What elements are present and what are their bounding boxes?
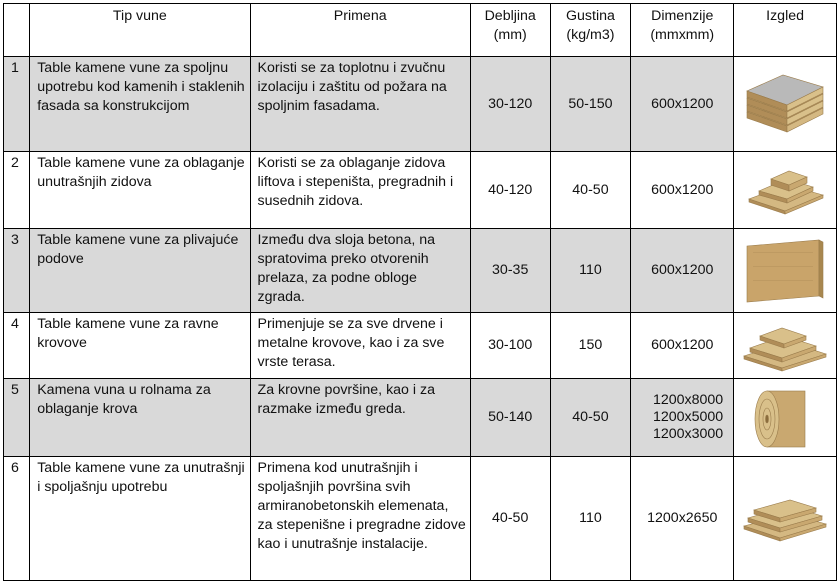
header-dimenzije-unit: (mmxmm)	[650, 27, 715, 43]
row-izgled	[734, 229, 837, 313]
row-debljina: 30-35	[470, 229, 550, 313]
row-tip: Table kamene vune za ravne krovove	[30, 313, 250, 379]
table-row	[4, 379, 837, 457]
row-izgled	[734, 152, 837, 229]
dimension-line: 1200x5000	[652, 409, 724, 425]
row-gustina: 40-50	[550, 379, 631, 457]
row-num: 4	[4, 313, 30, 379]
row-izgled	[734, 379, 837, 457]
row-dimenzije: 600x1200	[631, 57, 734, 152]
dimension-line: 1200x8000	[652, 392, 724, 408]
row-debljina: 40-50	[470, 457, 550, 581]
row-num: 1	[4, 57, 30, 152]
row-gustina: 40-50	[550, 152, 631, 229]
header-tip-label: Tip vune	[112, 8, 167, 24]
row-tip: Table kamene vune za plivajuće podove	[30, 229, 250, 313]
stacked-facade-boards-image	[743, 72, 827, 136]
products-table	[3, 3, 837, 581]
row-gustina: 110	[550, 229, 631, 313]
row-num: 5	[4, 379, 30, 457]
row-debljina: 30-120	[470, 57, 550, 152]
wool-roll-image	[753, 385, 817, 451]
header-debljina-label: Debljina	[484, 8, 536, 24]
header-izgled-label: Izgled	[766, 8, 804, 24]
row-tip: Table kamene vune za spoljnu upotrebu kod kamenih i staklenih fasada sa konstrukcijom	[30, 57, 250, 152]
header-tip	[30, 4, 250, 57]
row-izgled	[734, 57, 837, 152]
header-dimenzije-label: Dimenzije	[651, 8, 714, 24]
row-num: 3	[4, 229, 30, 313]
header-gustina-label: Gustina	[566, 8, 615, 24]
header-izgled	[734, 4, 837, 57]
table-row	[4, 313, 837, 379]
header-primena	[250, 4, 470, 57]
row-primena: Koristi se za oblaganje zidova liftova i stepeništa, pregradnih i susednih zidova.	[250, 152, 470, 229]
row-dimenzije: 600x1200	[631, 229, 734, 313]
row-tip: Table kamene vune za unutrašnji i spoljašnju upotrebu	[30, 457, 250, 581]
wall-boards-image	[743, 165, 827, 215]
header-row	[4, 4, 837, 57]
row-izgled	[734, 313, 837, 379]
dimension-line: 1200x3000	[652, 426, 724, 442]
header-dimenzije	[631, 4, 734, 57]
row-gustina: 150	[550, 313, 631, 379]
table-row	[4, 57, 837, 152]
header-gustina	[550, 4, 631, 57]
row-dimenzije: 600x1200	[631, 313, 734, 379]
row-debljina: 50-140	[470, 379, 550, 457]
row-tip: Kamena vuna u rolnama za oblaganje krova	[30, 379, 250, 457]
row-debljina: 30-100	[470, 313, 550, 379]
row-debljina: 40-120	[470, 152, 550, 229]
row-dimenzije: 600x1200	[631, 152, 734, 229]
row-num: 6	[4, 457, 30, 581]
header-primena-label: Primena	[333, 8, 387, 24]
header-debljina-unit: (mm)	[493, 27, 527, 43]
table-row	[4, 457, 837, 581]
table-row	[4, 229, 837, 313]
header-gustina-unit: (kg/m3)	[566, 27, 615, 43]
multi-boards-image	[742, 494, 828, 544]
table-row	[4, 152, 837, 229]
row-primena: Između dva sloja betona, na spratovima preko otvorenih prelaza, za podne obloge zgrada.	[250, 229, 470, 313]
header-debljina	[470, 4, 550, 57]
row-dimenzije: 1200x2650	[631, 457, 734, 581]
row-num: 2	[4, 152, 30, 229]
row-gustina: 110	[550, 457, 631, 581]
row-primena: Primena kod unutrašnjih i spoljašnjih površina svih armiranobetonskih elemenata, za stepenišne i pregradne zidove kao i unutrašnje instalacije.	[250, 457, 470, 581]
row-primena: Koristi se za toplotnu i zvučnu izolaciju i zaštitu od požara na spoljnim fasadama.	[250, 57, 470, 152]
roof-boards-image	[742, 320, 828, 372]
header-num	[4, 4, 30, 57]
row-dimenzije	[631, 379, 734, 457]
row-tip: Table kamene vune za oblaganje unutrašnjih zidova	[30, 152, 250, 229]
row-izgled	[734, 457, 837, 581]
floor-board-image	[743, 238, 827, 304]
row-primena: Za krovne površine, kao i za razmake između greda.	[250, 379, 470, 457]
row-primena: Primenjuje se za sve drvene i metalne krovove, kao i za sve vrste terasa.	[250, 313, 470, 379]
row-gustina: 50-150	[550, 57, 631, 152]
